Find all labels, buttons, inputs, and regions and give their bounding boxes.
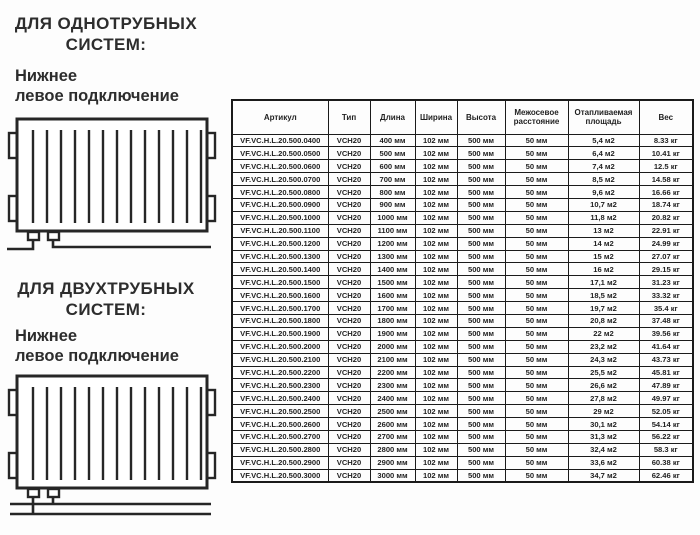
table-cell: VF.VC.H.L.20.500.1500 <box>232 276 328 289</box>
table-cell: VF.VC.H.L.20.500.2000 <box>232 340 328 353</box>
table-cell: 50 мм <box>505 211 568 224</box>
table-cell: 39.56 кг <box>639 327 693 340</box>
table-cell: 1000 мм <box>370 211 415 224</box>
table-cell: 50 мм <box>505 224 568 237</box>
two-pipe-subtitle-line1: Нижнее <box>15 327 78 345</box>
table-cell: 102 мм <box>415 186 457 199</box>
table-row <box>232 198 693 211</box>
table-cell: 26,6 м2 <box>568 379 639 392</box>
table-cell: 2600 мм <box>370 418 415 431</box>
table-cell: 102 мм <box>415 392 457 405</box>
table-cell: 50 мм <box>505 147 568 160</box>
table-cell: 50 мм <box>505 340 568 353</box>
table-cell: VCH20 <box>328 366 370 379</box>
table-cell: 500 мм <box>457 237 505 250</box>
column-header: Длина <box>370 100 415 134</box>
table-cell: 20,8 м2 <box>568 314 639 327</box>
left-panel <box>0 0 228 535</box>
table-cell: VCH20 <box>328 198 370 211</box>
spec-table-header <box>232 100 693 134</box>
table-cell: 102 мм <box>415 147 457 160</box>
table-cell: 102 мм <box>415 366 457 379</box>
table-cell: VF.VC.H.L.20.500.1800 <box>232 314 328 327</box>
one-pipe-subtitle-line1: Нижнее <box>15 67 78 85</box>
table-cell: 29.15 кг <box>639 263 693 276</box>
spec-table-body <box>232 134 693 482</box>
table-cell: 500 мм <box>457 340 505 353</box>
table-cell: 102 мм <box>415 353 457 366</box>
table-cell: 500 мм <box>370 147 415 160</box>
table-cell: 500 мм <box>457 276 505 289</box>
table-cell: 45.81 кг <box>639 366 693 379</box>
table-cell: 27.07 кг <box>639 250 693 263</box>
table-cell: 32,4 м2 <box>568 443 639 456</box>
table-cell: 2900 мм <box>370 456 415 469</box>
table-cell: 500 мм <box>457 250 505 263</box>
table-cell: 102 мм <box>415 302 457 315</box>
table-cell: VF.VC.H.L.20.500.2600 <box>232 418 328 431</box>
two-pipe-title-line1: ДЛЯ ДВУХТРУБНЫХ <box>17 279 195 298</box>
table-cell: 2300 мм <box>370 379 415 392</box>
two-pipe-title-line2: СИСТЕМ: <box>65 300 147 319</box>
table-cell: 50 мм <box>505 250 568 263</box>
table-cell: 500 мм <box>457 430 505 443</box>
table-cell: VF.VC.H.L.20.500.1200 <box>232 237 328 250</box>
table-cell: 41.64 кг <box>639 340 693 353</box>
two-pipe-subtitle <box>15 326 179 366</box>
one-pipe-section-title <box>0 13 212 55</box>
table-row <box>232 160 693 173</box>
table-cell: 50 мм <box>505 418 568 431</box>
table-cell: VCH20 <box>328 250 370 263</box>
radiator-spec-table <box>231 99 694 483</box>
table-cell: 500 мм <box>457 327 505 340</box>
table-cell: 500 мм <box>457 469 505 482</box>
table-cell: VF.VC.H.L.20.500.0800 <box>232 186 328 199</box>
table-cell: VCH20 <box>328 418 370 431</box>
table-cell: 43.73 кг <box>639 353 693 366</box>
table-row <box>232 211 693 224</box>
table-cell: 50 мм <box>505 186 568 199</box>
table-cell: 102 мм <box>415 443 457 456</box>
table-cell: 500 мм <box>457 392 505 405</box>
table-row <box>232 418 693 431</box>
table-cell: 49.97 кг <box>639 392 693 405</box>
spec-table-container <box>231 99 692 483</box>
table-cell: 58.3 кг <box>639 443 693 456</box>
table-cell: 50 мм <box>505 392 568 405</box>
table-cell: VF.VC.H.L.20.500.1100 <box>232 224 328 237</box>
table-cell: VCH20 <box>328 405 370 418</box>
table-cell: 102 мм <box>415 314 457 327</box>
table-cell: 500 мм <box>457 224 505 237</box>
table-row <box>232 302 693 315</box>
table-cell: 500 мм <box>457 173 505 186</box>
table-cell: 900 мм <box>370 198 415 211</box>
table-cell: 50 мм <box>505 302 568 315</box>
table-cell: 17,1 м2 <box>568 276 639 289</box>
two-pipe-section-title <box>0 278 212 320</box>
table-cell: 12.5 кг <box>639 160 693 173</box>
one-pipe-subtitle <box>15 66 179 106</box>
table-cell: 700 мм <box>370 173 415 186</box>
table-cell: VF.VC.H.L.20.500.2100 <box>232 353 328 366</box>
table-cell: 102 мм <box>415 379 457 392</box>
table-cell: 13 м2 <box>568 224 639 237</box>
column-header: Отапливаемая площадь <box>568 100 639 134</box>
table-cell: 2000 мм <box>370 340 415 353</box>
table-cell: VCH20 <box>328 211 370 224</box>
table-row <box>232 250 693 263</box>
table-cell: VCH20 <box>328 263 370 276</box>
table-cell: 50 мм <box>505 430 568 443</box>
table-cell: 22 м2 <box>568 327 639 340</box>
table-cell: 50 мм <box>505 134 568 147</box>
table-cell: 102 мм <box>415 327 457 340</box>
table-cell: 500 мм <box>457 443 505 456</box>
header-row <box>232 100 693 134</box>
table-cell: 50 мм <box>505 366 568 379</box>
table-row <box>232 173 693 186</box>
table-cell: 500 мм <box>457 186 505 199</box>
table-cell: 24.99 кг <box>639 237 693 250</box>
table-cell: 102 мм <box>415 340 457 353</box>
table-row <box>232 430 693 443</box>
column-header: Тип <box>328 100 370 134</box>
table-row <box>232 379 693 392</box>
table-row <box>232 456 693 469</box>
table-row <box>232 366 693 379</box>
table-cell: 102 мм <box>415 276 457 289</box>
table-cell: 2400 мм <box>370 392 415 405</box>
table-cell: 500 мм <box>457 198 505 211</box>
table-cell: 35.4 кг <box>639 302 693 315</box>
table-cell: VF.VC.H.L.20.500.2500 <box>232 405 328 418</box>
table-cell: 1200 мм <box>370 237 415 250</box>
table-cell: 22.91 кг <box>639 224 693 237</box>
table-row <box>232 405 693 418</box>
table-cell: VCH20 <box>328 314 370 327</box>
table-cell: 19,7 м2 <box>568 302 639 315</box>
table-cell: 29 м2 <box>568 405 639 418</box>
table-cell: 102 мм <box>415 430 457 443</box>
table-cell: 2800 мм <box>370 443 415 456</box>
table-cell: 2500 мм <box>370 405 415 418</box>
table-cell: VF.VC.H.L.20.500.1300 <box>232 250 328 263</box>
table-row <box>232 147 693 160</box>
table-cell: 102 мм <box>415 250 457 263</box>
table-cell: 102 мм <box>415 405 457 418</box>
table-cell: VF.VC.H.L.20.500.2300 <box>232 379 328 392</box>
table-cell: 18,5 м2 <box>568 289 639 302</box>
table-cell: VCH20 <box>328 392 370 405</box>
table-row <box>232 340 693 353</box>
table-cell: 27,8 м2 <box>568 392 639 405</box>
table-cell: 50 мм <box>505 469 568 482</box>
table-cell: 9,6 м2 <box>568 186 639 199</box>
table-cell: 1400 мм <box>370 263 415 276</box>
table-cell: VF.VC.H.L.20.500.0500 <box>232 147 328 160</box>
table-cell: VCH20 <box>328 134 370 147</box>
one-pipe-subtitle-line2: левое подключение <box>15 87 179 105</box>
table-cell: 54.14 кг <box>639 418 693 431</box>
table-cell: 34,7 м2 <box>568 469 639 482</box>
table-cell: 102 мм <box>415 418 457 431</box>
table-cell: VCH20 <box>328 276 370 289</box>
table-cell: 31,3 м2 <box>568 430 639 443</box>
table-cell: 500 мм <box>457 353 505 366</box>
table-cell: VCH20 <box>328 379 370 392</box>
table-cell: 5,4 м2 <box>568 134 639 147</box>
table-cell: VCH20 <box>328 289 370 302</box>
table-cell: 14.58 кг <box>639 173 693 186</box>
table-cell: 33.32 кг <box>639 289 693 302</box>
table-cell: VF.VC.H.L.20.500.2800 <box>232 443 328 456</box>
table-row <box>232 327 693 340</box>
table-cell: 50 мм <box>505 289 568 302</box>
table-cell: 50 мм <box>505 314 568 327</box>
table-cell: VCH20 <box>328 173 370 186</box>
table-cell: VF.VC.H.L.20.500.2400 <box>232 392 328 405</box>
table-cell: 50 мм <box>505 160 568 173</box>
table-cell: 33,6 м2 <box>568 456 639 469</box>
table-cell: 1600 мм <box>370 289 415 302</box>
table-cell: 24,3 м2 <box>568 353 639 366</box>
table-cell: VCH20 <box>328 186 370 199</box>
table-row <box>232 314 693 327</box>
table-cell: 8,5 м2 <box>568 173 639 186</box>
table-cell: 500 мм <box>457 289 505 302</box>
table-row <box>232 469 693 482</box>
table-cell: VCH20 <box>328 147 370 160</box>
table-row <box>232 186 693 199</box>
table-cell: 52.05 кг <box>639 405 693 418</box>
table-cell: VF.VC.H.L.20.500.0900 <box>232 198 328 211</box>
one-pipe-title-line2: СИСТЕМ: <box>65 35 147 54</box>
table-row <box>232 134 693 147</box>
table-cell: 2100 мм <box>370 353 415 366</box>
table-cell: VCH20 <box>328 327 370 340</box>
table-cell: 500 мм <box>457 263 505 276</box>
table-cell: 1700 мм <box>370 302 415 315</box>
table-cell: 50 мм <box>505 456 568 469</box>
table-cell: 400 мм <box>370 134 415 147</box>
table-cell: VCH20 <box>328 237 370 250</box>
table-cell: 47.89 кг <box>639 379 693 392</box>
table-cell: 500 мм <box>457 211 505 224</box>
column-header: Вес <box>639 100 693 134</box>
table-cell: 102 мм <box>415 456 457 469</box>
table-cell: 23,2 м2 <box>568 340 639 353</box>
table-cell: 16.66 кг <box>639 186 693 199</box>
table-cell: 50 мм <box>505 198 568 211</box>
table-cell: 102 мм <box>415 469 457 482</box>
table-cell: 600 мм <box>370 160 415 173</box>
table-cell: 60.38 кг <box>639 456 693 469</box>
table-cell: 10.41 кг <box>639 147 693 160</box>
table-cell: 500 мм <box>457 302 505 315</box>
table-cell: 3000 мм <box>370 469 415 482</box>
one-pipe-title-line1: ДЛЯ ОДНОТРУБНЫХ <box>14 14 198 33</box>
table-cell: 2700 мм <box>370 430 415 443</box>
table-cell: VF.VC.H.L.20.500.2900 <box>232 456 328 469</box>
table-cell: 7,4 м2 <box>568 160 639 173</box>
table-cell: 102 мм <box>415 237 457 250</box>
table-cell: 20.82 кг <box>639 211 693 224</box>
table-cell: 62.46 кг <box>639 469 693 482</box>
table-cell: 56.22 кг <box>639 430 693 443</box>
table-cell: 500 мм <box>457 314 505 327</box>
table-cell: VCH20 <box>328 443 370 456</box>
table-cell: VF.VC.H.L.20.500.0600 <box>232 160 328 173</box>
table-cell: 1500 мм <box>370 276 415 289</box>
table-cell: VCH20 <box>328 340 370 353</box>
column-header: Межосевое расстояние <box>505 100 568 134</box>
table-row <box>232 289 693 302</box>
table-cell: 50 мм <box>505 276 568 289</box>
table-cell: VF.VC.H.L.20.500.1000 <box>232 211 328 224</box>
column-header: Артикул <box>232 100 328 134</box>
table-cell: 1100 мм <box>370 224 415 237</box>
column-header: Высота <box>457 100 505 134</box>
table-cell: VCH20 <box>328 302 370 315</box>
table-cell: 1300 мм <box>370 250 415 263</box>
table-cell: 102 мм <box>415 198 457 211</box>
table-cell: 500 мм <box>457 366 505 379</box>
table-row <box>232 263 693 276</box>
table-cell: 50 мм <box>505 353 568 366</box>
table-row <box>232 224 693 237</box>
table-cell: VF.VC.H.L.20.500.1700 <box>232 302 328 315</box>
table-cell: 500 мм <box>457 405 505 418</box>
table-cell: VF.VC.H.L.20.500.3000 <box>232 469 328 482</box>
table-row <box>232 392 693 405</box>
table-cell: 102 мм <box>415 224 457 237</box>
table-cell: 31.23 кг <box>639 276 693 289</box>
table-cell: 102 мм <box>415 211 457 224</box>
table-cell: 50 мм <box>505 263 568 276</box>
table-cell: 102 мм <box>415 134 457 147</box>
table-cell: VF.VC.H.L.20.500.2700 <box>232 430 328 443</box>
column-header: Ширина <box>415 100 457 134</box>
table-cell: 11,8 м2 <box>568 211 639 224</box>
table-cell: 800 мм <box>370 186 415 199</box>
table-cell: 37.48 кг <box>639 314 693 327</box>
two-pipe-subtitle-line2: левое подключение <box>15 347 179 365</box>
table-row <box>232 276 693 289</box>
table-cell: 18.74 кг <box>639 198 693 211</box>
radiator-diagram-two-pipe <box>6 368 218 520</box>
table-cell: 1900 мм <box>370 327 415 340</box>
table-cell: 500 мм <box>457 160 505 173</box>
table-cell: 50 мм <box>505 379 568 392</box>
table-cell: VCH20 <box>328 160 370 173</box>
table-cell: VCH20 <box>328 430 370 443</box>
table-cell: VF.VC.H.L.20.500.1400 <box>232 263 328 276</box>
table-cell: VCH20 <box>328 456 370 469</box>
table-cell: 50 мм <box>505 443 568 456</box>
table-row <box>232 237 693 250</box>
table-cell: 50 мм <box>505 237 568 250</box>
table-cell: 25,5 м2 <box>568 366 639 379</box>
table-cell: VF.VC.H.L.20.500.0400 <box>232 134 328 147</box>
table-cell: 500 мм <box>457 134 505 147</box>
table-cell: 500 мм <box>457 147 505 160</box>
table-cell: 10,7 м2 <box>568 198 639 211</box>
table-cell: 8.33 кг <box>639 134 693 147</box>
table-cell: 2200 мм <box>370 366 415 379</box>
table-cell: 50 мм <box>505 173 568 186</box>
radiator-diagram-single-pipe <box>6 111 218 253</box>
table-cell: VF.VC.H.L.20.500.1600 <box>232 289 328 302</box>
table-cell: 15 м2 <box>568 250 639 263</box>
table-cell: 30,1 м2 <box>568 418 639 431</box>
table-cell: VF.VC.H.L.20.500.1900 <box>232 327 328 340</box>
table-cell: 50 мм <box>505 327 568 340</box>
table-cell: 50 мм <box>505 405 568 418</box>
table-cell: 16 м2 <box>568 263 639 276</box>
table-cell: 1800 мм <box>370 314 415 327</box>
table-cell: VF.VC.H.L.20.500.2200 <box>232 366 328 379</box>
table-cell: VF.VC.H.L.20.500.0700 <box>232 173 328 186</box>
table-cell: VCH20 <box>328 353 370 366</box>
table-cell: 102 мм <box>415 289 457 302</box>
table-cell: VCH20 <box>328 469 370 482</box>
table-row <box>232 443 693 456</box>
table-cell: 14 м2 <box>568 237 639 250</box>
table-cell: 500 мм <box>457 456 505 469</box>
table-cell: 102 мм <box>415 173 457 186</box>
table-cell: 102 мм <box>415 263 457 276</box>
table-cell: 102 мм <box>415 160 457 173</box>
table-cell: 500 мм <box>457 418 505 431</box>
table-cell: VCH20 <box>328 224 370 237</box>
table-cell: 500 мм <box>457 379 505 392</box>
table-cell: 6,4 м2 <box>568 147 639 160</box>
table-row <box>232 353 693 366</box>
